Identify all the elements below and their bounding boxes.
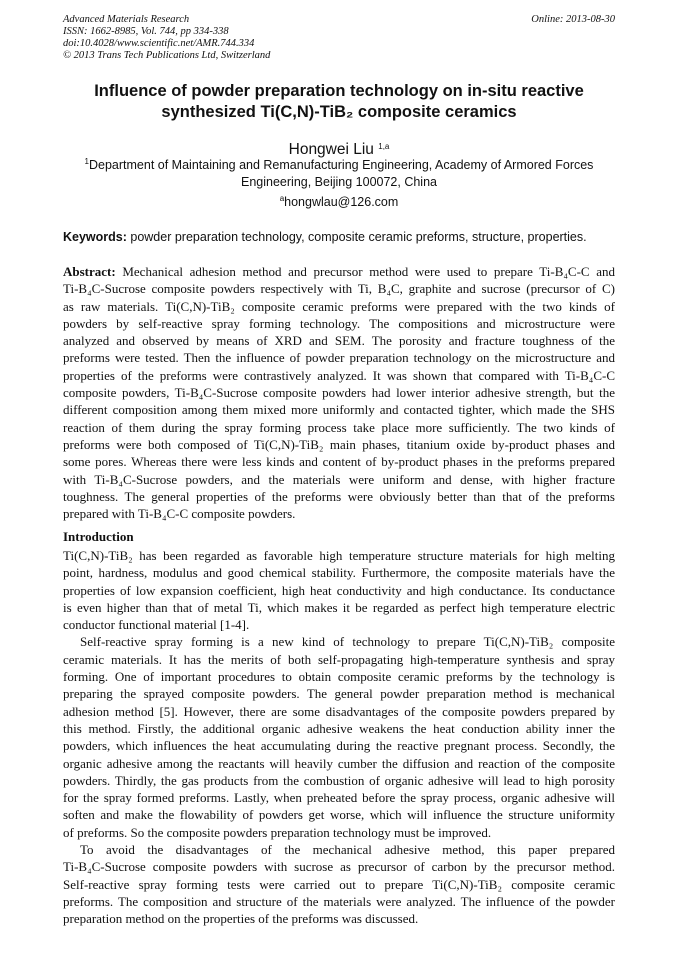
copyright: © 2013 Trans Tech Publications Ltd, Switzerland — [63, 50, 271, 61]
abstract-line: composite powders, Ti-B₄C-Sucrose composite powders had lower interior adhesive strength, but the — [63, 385, 615, 401]
abstract-label: Abstract: — [63, 264, 116, 279]
paragraph-line: ceramic materials. It has the merits of both self-propagating high-temperature synthesis and spray — [63, 651, 615, 667]
paragraph — [63, 633, 615, 841]
section-heading-introduction: Introduction — [63, 529, 134, 544]
email-sup: a — [279, 194, 285, 203]
paragraph-line: preparing the sprayed composite powders. The general powder preparation method is mechanical — [63, 686, 615, 702]
paragraph-line: Self-reactive spray forming tests were carried out to prepare Ti(C,N)-TiB₂ composite ceramic — [63, 876, 615, 892]
paragraph-line: soften and make the flowability of powders get worse, which will influence the structure uniformity — [63, 807, 615, 823]
abstract-line: preforms were both composed of Ti(C,N)-TiB₂ main phases, titanium oxide by-product phases and — [63, 436, 615, 452]
paragraph-line: powders, which influences the heat accumulating during the reactive pregnant process. Secondly, the — [63, 738, 615, 754]
abstract-line: reaction of them during the spray forming process take place more sufficiently. The two kinds of — [63, 419, 615, 435]
paragraph-line: forming. One of important procedures to obtain composite ceramic preforms by the technology is — [63, 669, 615, 685]
keywords — [63, 229, 587, 245]
author-name: Hongwei Liu — [288, 141, 374, 158]
abstract-line: Ti-B₄C-Sucrose composite powders respectively with Ti, B₄C, graphite and sucrose (precursor of C) — [63, 281, 615, 297]
abstract-line: properties of the preforms were contrastively analyzed. It was shown that compared with Ti-B₄C-C — [63, 367, 615, 383]
abstract-line — [63, 263, 615, 280]
paragraph — [63, 547, 615, 633]
paragraph-line: Ti(C,N)-TiB₂ has been regarded as favorable high temperature structure materials for high melting — [63, 548, 615, 563]
author-sup: 1,a — [378, 142, 390, 151]
paragraph-line: properties of low expansion coefficient, high heat conductivity and high conductance. Its conductance — [63, 582, 615, 598]
abstract-line: preforms were tested. Then the influence of powder preparation technology on the microstructure and — [63, 350, 615, 366]
paragraph-line: Self-reactive spray forming is a new kind of technology to prepare Ti(C,N)-TiB₂ composite — [80, 634, 615, 650]
issn: ISSN: 1662-8985, Vol. 744, pp 334-338 — [63, 26, 229, 37]
journal-name: Advanced Materials Research — [63, 14, 190, 25]
abstract-line: toughness. The general properties of the preforms were obviously better than that of the preforms — [63, 488, 615, 504]
abstract-line: powders by self-reactive spray forming technology. The compositions and microstructure were — [63, 315, 615, 331]
abstract-line: different composition among them mixed more uniformly and contacted tighter, which made the SHS — [63, 402, 615, 418]
affiliation — [0, 157, 678, 190]
paragraph-line: To avoid the disadvantages of the mechanical adhesive method, this paper prepared — [80, 842, 615, 858]
affiliation-sup: 1 — [84, 157, 89, 166]
paragraph-line: Ti-B₄C-Sucrose composite powders with sucrose as precursor of carbon by the precursor method. — [63, 859, 615, 875]
paragraph-line: for the spray formed preforms. Lastly, when preheated before the spray process, organic adhesive will — [63, 790, 615, 806]
abstract-line: prepared with Ti-B₄C-C composite powders. — [63, 506, 296, 522]
title-line-1: Influence of powder preparation technology on in-situ reactive — [94, 82, 584, 100]
paragraph-line: preforms. The composition and structure of the materials were analyzed. The influence of the powder — [63, 893, 615, 909]
paragraph-line: this method. Firstly, the additional organic adhesive weakens the heat conduction ability inner the — [63, 720, 615, 736]
paragraph-line: is even higher than that of metal Ti, which makes it be regarded as perfect high temperature electric — [63, 599, 615, 615]
online-date: Online: 2013-08-30 — [531, 14, 615, 25]
abstract-text: Mechanical adhesion method and precursor method were used to prepare Ti-B₄C-C and — [115, 264, 615, 279]
title-line-2: synthesized Ti(C,N)-TiB₂ composite ceramics — [161, 103, 517, 121]
paper-title — [0, 81, 678, 123]
abstract-line: with Ti-B₄C-Sucrose powders, and the materials were uniform and dense, with higher fracture — [63, 471, 615, 487]
abstract — [63, 263, 615, 522]
abstract-line: analyzed and observed by means of XRD and SEM. The porosity and fracture toughness of the — [63, 333, 615, 349]
paragraph-line: point, hardness, modulus and good chemical stability. Furthermore, the composite materials have the — [63, 565, 615, 581]
paragraph-line: conductor functional material [1-4]. — [63, 617, 250, 633]
email — [0, 194, 678, 210]
abstract-line: some pores. Whereas there were less kinds and content of by-product phases in the preforms prepared — [63, 454, 615, 470]
paragraph-line: preparation method on the properties of the preforms was discussed. — [63, 911, 419, 927]
affiliation-line-1: Department of Maintaining and Remanufacturing Engineering, Academy of Armored Forces — [89, 158, 594, 172]
doi: doi:10.4028/www.scientific.net/AMR.744.334 — [63, 38, 255, 49]
paragraph-line: of preforms. So the composite powders preparation technology must be improved. — [63, 824, 492, 840]
affiliation-line-2: Engineering, Beijing 100072, China — [241, 174, 437, 189]
email-address[interactable]: hongwlau@126.com — [284, 195, 399, 209]
abstract-line: as raw materials. Ti(C,N)-TiB₂ composite ceramic preforms were prepared with the two kinds of — [63, 298, 615, 314]
introduction-body — [63, 547, 615, 928]
paragraph — [63, 841, 615, 927]
paragraph-line: powders. Thirdly, the gas products from the combustion of organic adhesive will lead to high porosity — [63, 772, 615, 788]
keywords-label: Keywords: — [63, 230, 127, 244]
paragraph-line: adhesion method [5]. However, there are some disadvantages of the composite powders prepared by — [63, 703, 615, 719]
keywords-text: powder preparation technology, composite ceramic preforms, structure, properties. — [126, 230, 587, 244]
journal-header — [63, 14, 270, 62]
paragraph-line: organic adhesive among the reactants will heavily cumber the diffusion and reaction of the composite — [63, 755, 615, 771]
